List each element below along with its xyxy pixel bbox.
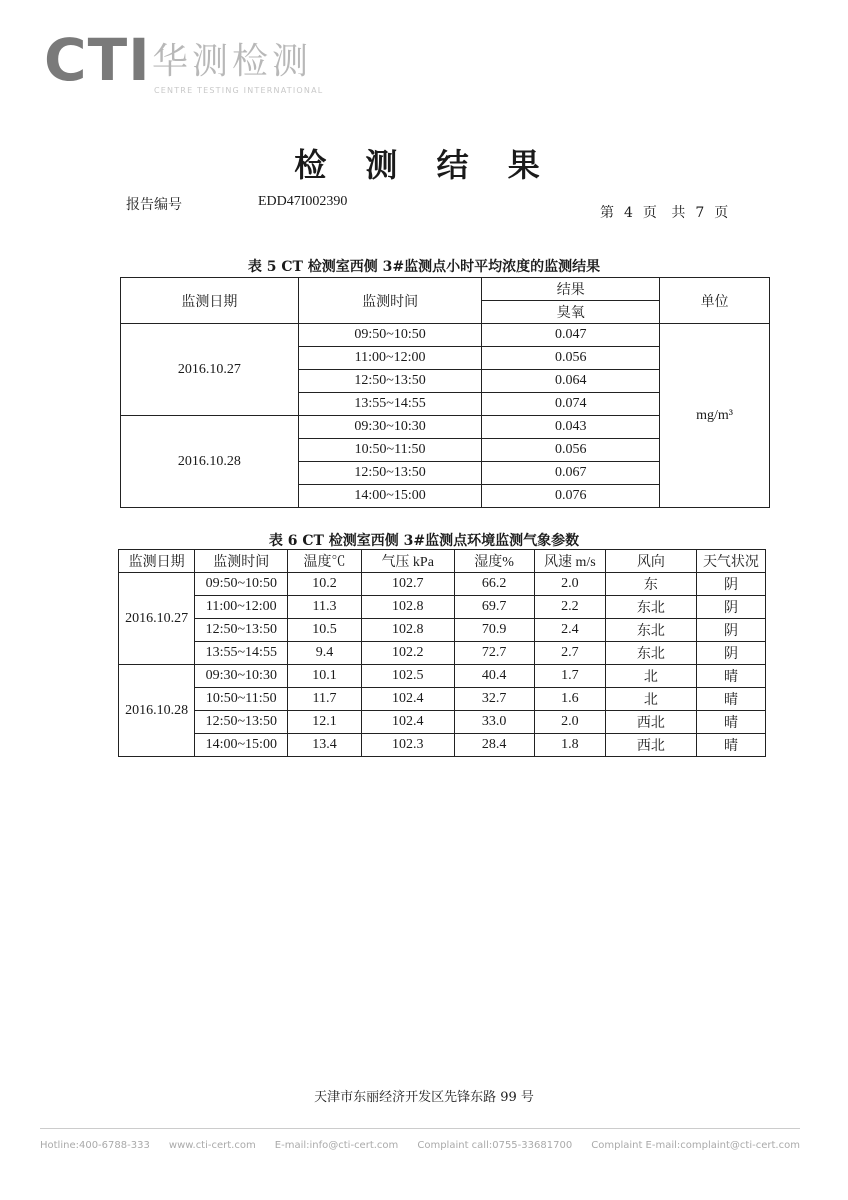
ozone-value-cell: 0.043	[482, 416, 660, 439]
header-unit: 单位	[660, 278, 770, 324]
ozone-value-cell: 0.047	[482, 324, 660, 347]
humidity-cell: 72.7	[454, 642, 534, 665]
table-row	[119, 619, 766, 642]
wind-direction-cell: 东北	[605, 642, 696, 665]
table-row	[121, 324, 770, 347]
table6-caption: 表 6 CT 检测室西侧 3#监测点环境监测气象参数	[268, 533, 580, 549]
logo-english-name: CENTRE TESTING INTERNATIONAL	[154, 86, 324, 95]
pressure-cell: 102.3	[361, 734, 454, 757]
page-suffix: 页	[714, 205, 729, 221]
wind-direction-cell: 北	[605, 665, 696, 688]
report-number-label: 报告编号	[126, 197, 182, 213]
header-weather: 天气状况	[696, 550, 765, 573]
time-cell: 10:50~11:50	[298, 439, 482, 462]
time-cell: 13:55~14:55	[195, 642, 288, 665]
page-mid: 页 共	[642, 205, 686, 221]
header-result: 结果	[482, 278, 660, 301]
header-time: 监测时间	[195, 550, 288, 573]
time-cell: 14:00~15:00	[195, 734, 288, 757]
humidity-cell: 69.7	[454, 596, 534, 619]
pressure-cell: 102.7	[361, 573, 454, 596]
table-row	[119, 665, 766, 688]
time-cell: 10:50~11:50	[195, 688, 288, 711]
time-cell: 12:50~13:50	[298, 462, 482, 485]
header-humidity: 湿度%	[454, 550, 534, 573]
date-cell: 2016.10.28	[119, 665, 195, 757]
temperature-cell: 10.5	[288, 619, 362, 642]
temperature-cell: 11.3	[288, 596, 362, 619]
weather-cell: 晴	[696, 688, 765, 711]
table-header-row	[119, 550, 766, 573]
weather-cell: 阴	[696, 596, 765, 619]
pressure-cell: 102.2	[361, 642, 454, 665]
pressure-cell: 102.8	[361, 596, 454, 619]
time-cell: 11:00~12:00	[195, 596, 288, 619]
pressure-cell: 102.4	[361, 711, 454, 734]
time-cell: 09:30~10:30	[195, 665, 288, 688]
humidity-cell: 66.2	[454, 573, 534, 596]
pressure-cell: 102.8	[361, 619, 454, 642]
wind-speed-cell: 1.8	[534, 734, 605, 757]
time-cell: 13:55~14:55	[298, 393, 482, 416]
time-cell: 12:50~13:50	[298, 370, 482, 393]
temperature-cell: 10.1	[288, 665, 362, 688]
table5-caption: 表 5 CT 检测室西侧 3#监测点小时平均浓度的监测结果	[247, 259, 601, 275]
time-cell: 12:50~13:50	[195, 619, 288, 642]
unit-cell: mg/m³	[660, 324, 770, 508]
footer-hotline: Hotline:400-6788-333	[40, 1140, 150, 1151]
weather-cell: 晴	[696, 665, 765, 688]
page-number: 4	[624, 205, 633, 221]
page-total: 7	[695, 205, 705, 221]
header-date: 监测日期	[121, 278, 299, 324]
temperature-cell: 12.1	[288, 711, 362, 734]
humidity-cell: 70.9	[454, 619, 534, 642]
weather-cell: 晴	[696, 734, 765, 757]
logo-brand: CTI	[44, 26, 151, 94]
date-cell: 2016.10.28	[121, 416, 299, 508]
footer-complaint-call: Complaint call:0755-33681700	[417, 1140, 573, 1151]
page-indicator	[600, 202, 738, 222]
time-cell: 12:50~13:50	[195, 711, 288, 734]
table-row	[119, 734, 766, 757]
date-cell: 2016.10.27	[119, 573, 195, 665]
header-wind-speed: 风速 m/s	[534, 550, 605, 573]
header-wind-direction: 风向	[605, 550, 696, 573]
humidity-cell: 28.4	[454, 734, 534, 757]
ozone-results-table	[120, 277, 770, 508]
temperature-cell: 9.4	[288, 642, 362, 665]
weather-cell: 阴	[696, 642, 765, 665]
ozone-value-cell: 0.074	[482, 393, 660, 416]
wind-direction-cell: 东	[605, 573, 696, 596]
time-cell: 14:00~15:00	[298, 485, 482, 508]
weather-cell: 阴	[696, 619, 765, 642]
table-row	[119, 711, 766, 734]
temperature-cell: 13.4	[288, 734, 362, 757]
time-cell: 11:00~12:00	[298, 347, 482, 370]
wind-direction-cell: 北	[605, 688, 696, 711]
weather-cell: 晴	[696, 711, 765, 734]
ozone-value-cell: 0.076	[482, 485, 660, 508]
date-cell: 2016.10.27	[121, 324, 299, 416]
table-header-row	[121, 278, 770, 301]
temperature-cell: 11.7	[288, 688, 362, 711]
pressure-cell: 102.4	[361, 688, 454, 711]
page-prefix: 第	[600, 205, 614, 221]
humidity-cell: 40.4	[454, 665, 534, 688]
humidity-cell: 33.0	[454, 711, 534, 734]
pressure-cell: 102.5	[361, 665, 454, 688]
header-time: 监测时间	[298, 278, 482, 324]
humidity-cell: 32.7	[454, 688, 534, 711]
footer-contacts	[40, 1140, 800, 1151]
header-ozone: 臭氧	[482, 301, 660, 324]
table-row	[119, 642, 766, 665]
wind-speed-cell: 2.0	[534, 573, 605, 596]
wind-direction-cell: 东北	[605, 619, 696, 642]
wind-speed-cell: 2.4	[534, 619, 605, 642]
wind-speed-cell: 2.7	[534, 642, 605, 665]
report-number: EDD47I002390	[258, 194, 348, 209]
header-temperature: 温度℃	[288, 550, 362, 573]
wind-speed-cell: 2.2	[534, 596, 605, 619]
wind-speed-cell: 2.0	[534, 711, 605, 734]
ozone-value-cell: 0.064	[482, 370, 660, 393]
document-title: 检 测 结 果	[294, 146, 554, 184]
header-pressure: 气压 kPa	[361, 550, 454, 573]
wind-direction-cell: 东北	[605, 596, 696, 619]
table-row	[119, 688, 766, 711]
time-cell: 09:50~10:50	[195, 573, 288, 596]
weather-cell: 阴	[696, 573, 765, 596]
footer-complaint-email: Complaint E-mail:complaint@cti-cert.com	[591, 1140, 800, 1151]
wind-speed-cell: 1.7	[534, 665, 605, 688]
header-date: 监测日期	[119, 550, 195, 573]
ozone-value-cell: 0.067	[482, 462, 660, 485]
table-row	[119, 596, 766, 619]
company-logo	[44, 26, 344, 98]
wind-direction-cell: 西北	[605, 734, 696, 757]
footer-divider	[40, 1128, 800, 1129]
time-cell: 09:50~10:50	[298, 324, 482, 347]
time-cell: 09:30~10:30	[298, 416, 482, 439]
wind-speed-cell: 1.6	[534, 688, 605, 711]
footer-website: www.cti-cert.com	[168, 1140, 256, 1151]
weather-parameters-table	[118, 549, 766, 757]
ozone-value-cell: 0.056	[482, 347, 660, 370]
temperature-cell: 10.2	[288, 573, 362, 596]
ozone-value-cell: 0.056	[482, 439, 660, 462]
table-row	[119, 573, 766, 596]
wind-direction-cell: 西北	[605, 711, 696, 734]
footer-email: E-mail:info@cti-cert.com	[274, 1140, 399, 1151]
logo-chinese-name: 华测检测	[152, 41, 313, 82]
footer-address: 天津市东丽经济开发区先锋东路 99 号	[314, 1090, 534, 1105]
